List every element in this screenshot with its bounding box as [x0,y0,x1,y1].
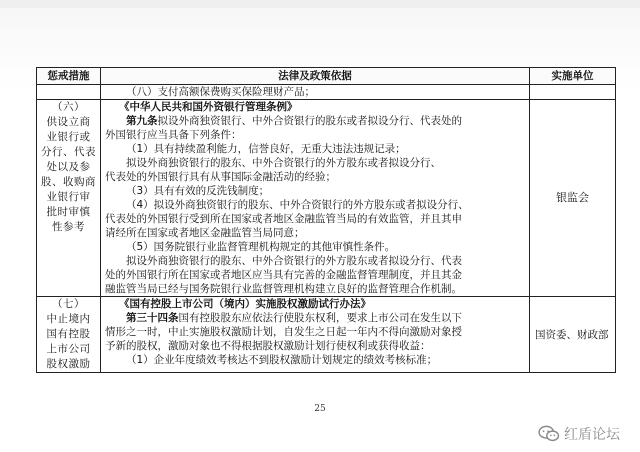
law-cell-top [101,85,530,100]
article-number: 第九条 [126,115,158,127]
page-number: 25 [314,404,326,414]
watermark-text: 红盾论坛 [564,427,620,443]
article-text: 国有控股股东应依法行使股东权利，要求上市公司在发生以下 [178,312,462,324]
law-line: 请经所在国家或者地区金融监管当局同意； [105,227,305,239]
regulation-table [36,67,616,373]
page-top-shadow [0,0,640,8]
header-law: 法律及政策依据 [101,68,530,85]
header-unit: 实施单位 [530,68,616,85]
wechat-icon [538,425,560,443]
law-lines-section6 [101,114,529,296]
law-cell-section7 [101,297,530,373]
law-line: 融监管当局已经与国务院银行业监督管理机构建立良好的监督管理合作机制。 [105,283,462,295]
measure-line: 上市公司 [46,343,91,355]
law-line: 拟设外商独资银行的股东、中外合资银行的外方股东或者拟设分行、代表 [126,255,462,267]
table-row-top [37,85,616,100]
measure-line: （六） [52,101,85,113]
measure-line: 性参考 [52,221,85,233]
measure-line: 分行、代表 [41,146,96,158]
measure-line: 处以及参 [46,161,91,173]
unit-cell-top [530,85,616,100]
measure-line: 供设立商 [46,116,91,128]
measure-line: 国有控股 [46,328,91,340]
law-line: 处的外国银行所在国家或者地区应当具有完善的金融监督管理制度，并且其金 [105,269,462,281]
measure-line: 股、收购商 [41,176,96,188]
top-row-text: （八）支付高额保费购买保险理财产品； [126,86,315,98]
measure-cell-section6 [37,100,101,297]
law-line: 代表处的外国银行受到所在国家或者地区金融监管当局的有效监管，并且其申 [105,213,462,225]
law-line: 拟设外商独资银行的股东、中外合资银行的外方股东或者拟设分行、 [126,157,441,169]
measure-line: （七） [52,298,85,310]
measure-cell-section7 [37,297,101,373]
law-line: （3）具有有效的反洗钱制度； [126,185,270,197]
measure-line: 业银行或 [46,131,91,143]
measure-line: 中止境内 [46,313,91,325]
table-row-section7 [37,297,616,373]
measure-line: 股权激励 [46,358,91,370]
law-title-section6: 《中华人民共和国外资银行管理条例》 [119,101,298,113]
law-line: （1）企业年度绩效考核达不到股权激励计划规定的绩效考核标准； [126,354,438,366]
law-line [101,311,529,325]
measure-text-section6 [37,100,100,235]
measure-text-section7 [37,297,100,372]
law-cell-section6 [101,100,530,297]
article-number: 第三十四条 [126,312,179,324]
header-measure: 惩戒措施 [37,68,101,85]
unit-cell-section6: 银监会 [530,100,616,297]
law-line [101,114,529,128]
law-lines-section7 [101,311,529,367]
law-line: （5）国务院银行业监督管理机构规定的其他审慎性条件。 [126,241,396,253]
measure-line: 业银行审 [46,191,91,203]
unit-cell-section7: 国资委、财政部 [530,297,616,373]
law-line: （4）拟设外商独资银行的股东、中外合资银行的外方股东或者拟设分行、 [126,199,469,211]
table-row-section6 [37,100,616,297]
law-line: 予新的股权，激励对象也不得根据股权激励计划行使权利或获得收益： [105,340,431,352]
law-line: 代表处的外国银行具有从事国际金融活动的经验； [105,171,336,183]
law-line: （1）具有持续盈利能力，信誉良好，无重大违法违规记录； [126,143,406,155]
law-line: 情形之一时，中止实施股权激励计划，自发生之日起一年内不得向激励对象授 [105,326,462,338]
measure-line: 批时审慎 [46,206,91,218]
measure-cell-top [37,85,101,100]
law-title-section7: 《国有控股上市公司（境内）实施股权激励试行办法》 [119,298,371,310]
table-header-row [37,68,616,85]
watermark [538,424,620,444]
law-line: 外国银行应当具备下列条件： [105,129,242,141]
article-text: 拟设外商独资银行、中外合资银行的股东或者拟设分行、代表处的 [157,115,462,127]
